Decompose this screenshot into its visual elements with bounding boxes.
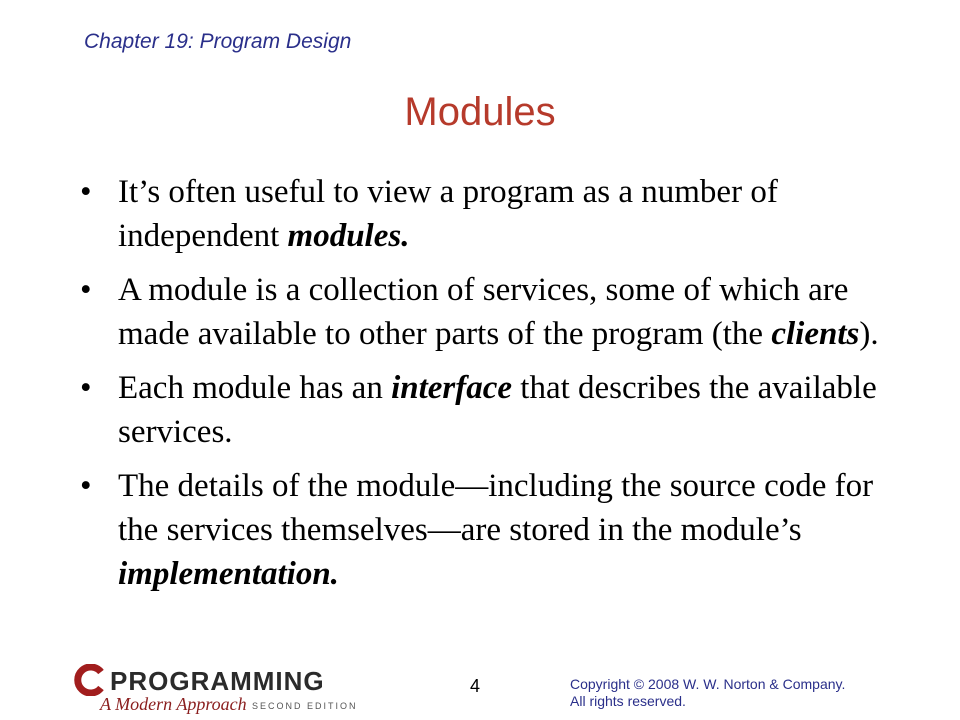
copyright-notice (570, 676, 910, 710)
bullet-item (80, 366, 900, 454)
page-number: 4 (470, 676, 481, 696)
chapter-header: Chapter 19: Program Design (84, 30, 352, 53)
bullet-emphasis: implementation. (118, 556, 339, 592)
bullet-list (80, 170, 900, 606)
slide-title: Modules (404, 90, 556, 134)
logo-subtitle: A Modern Approach (100, 694, 247, 714)
bullet-text: The details of the module—including the source code for the services themselves—are stored in the module’s (118, 468, 874, 548)
logo-edition: SECOND EDITION (252, 701, 358, 711)
logo-wordmark: PROGRAMMING (110, 666, 325, 696)
bullet-marker: • (80, 468, 92, 504)
bullet-text: that describes the available services. (118, 370, 877, 450)
bullet-emphasis: modules. (287, 218, 410, 254)
bullet-item (80, 464, 900, 596)
bullet-marker: • (80, 174, 92, 210)
bullet-text: Each module has an (118, 370, 392, 406)
book-logo (74, 660, 364, 716)
bullet-item (80, 170, 900, 258)
copyright-line: All rights reserved. (570, 693, 686, 709)
bullet-emphasis: clients (771, 316, 860, 352)
bullet-text: A module is a collection of services, some of which are made available to other parts of the program (the (118, 272, 849, 352)
bullet-marker: • (80, 272, 92, 308)
copyright-line: Copyright © 2008 W. W. Norton & Company. (570, 676, 846, 692)
bullet-emphasis: interface (391, 370, 513, 406)
bullet-text: ). (859, 316, 879, 352)
bullet-item (80, 268, 900, 356)
bullet-text: It’s often useful to view a program as a number of independent (118, 174, 778, 254)
bullet-marker: • (80, 370, 92, 406)
c-letter-icon (74, 664, 106, 696)
